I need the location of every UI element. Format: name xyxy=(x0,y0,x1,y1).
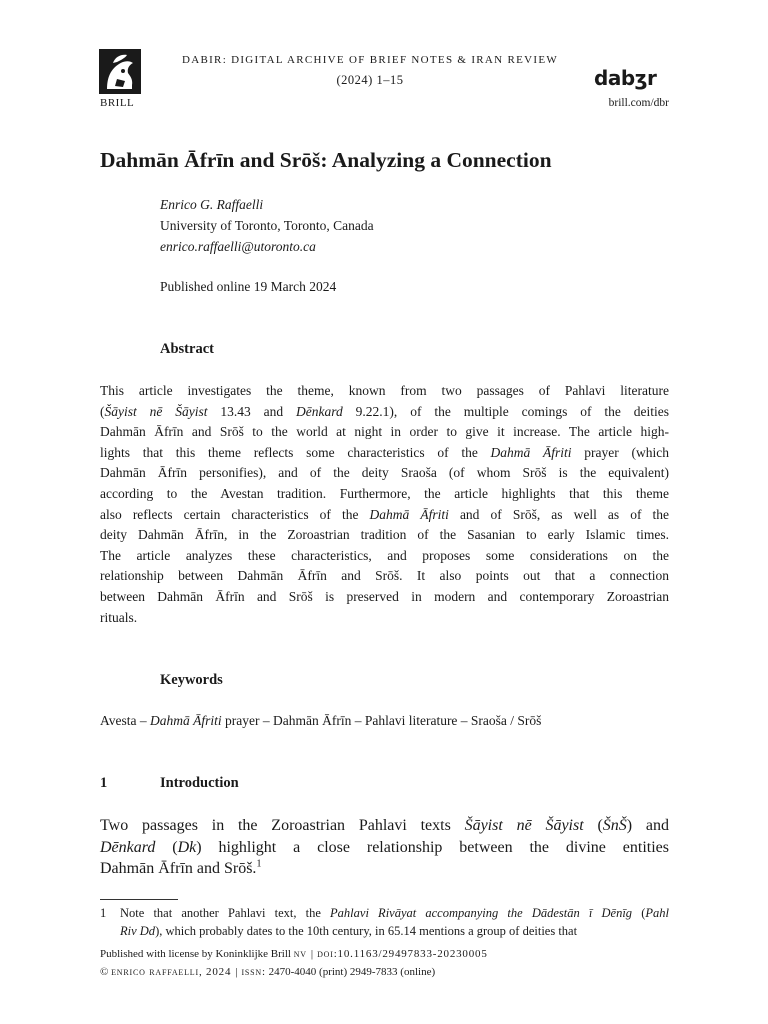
text-line xyxy=(120,904,669,922)
text-run: ( xyxy=(155,838,178,856)
text-run: deity Dahmān Āfrīn, in the Zoroastrian tradition of the Sasanian to early Islamic times. xyxy=(100,527,669,543)
author-block xyxy=(160,194,374,257)
text-run: Avesta – xyxy=(100,713,150,728)
text-run: Two passages in the Zoroastrian Pahlavi texts xyxy=(100,817,465,834)
issn-values: 2470-4040 (print) 2949-7833 (online) xyxy=(268,966,436,978)
footnote-number: 1 xyxy=(100,906,107,920)
text-run: Dahmā Āfriti xyxy=(369,506,449,522)
text-line xyxy=(100,463,669,484)
text-run: Riv Dd xyxy=(120,924,156,938)
publication-date: Published online 19 March 2024 xyxy=(160,279,337,294)
text-run: Dk xyxy=(177,838,197,856)
text-run: ( xyxy=(632,906,646,920)
journal-url-link[interactable]: brill.com/dbr xyxy=(608,97,669,109)
license-nv: nv xyxy=(293,948,307,960)
text-line xyxy=(100,443,669,464)
text-run: Šāyist nē Šāyist xyxy=(104,403,208,419)
text-line xyxy=(100,525,669,546)
journal-name: DABIR: DIGITAL ARCHIVE OF BRIEF NOTES & IRAN REVIEW xyxy=(181,54,559,66)
text-run: Dahmā Āfriti xyxy=(490,444,572,460)
abstract-heading: Abstract xyxy=(160,341,214,357)
text-run: Dahmān Āfrīn and Srōš to the world at night in order to give it increase. The article high- xyxy=(100,424,669,440)
keywords-list xyxy=(100,713,541,729)
text-line xyxy=(100,587,669,608)
text-run: ŠnŠ xyxy=(602,817,627,834)
text-line xyxy=(100,546,669,567)
text-run: Pahlavi Rivāyat accompanying the Dādestān ī Dēnīg xyxy=(330,906,633,920)
text-run: The article analyzes these characteristics, and proposes some considerations on the xyxy=(100,547,669,563)
section-number: 1 xyxy=(100,775,108,791)
author-name: Enrico G. Raffaelli xyxy=(160,197,264,212)
issn-label: issn: xyxy=(241,966,266,978)
text-run: ( xyxy=(100,403,105,419)
keywords-heading: Keywords xyxy=(160,672,223,688)
text-line xyxy=(100,608,669,629)
text-line xyxy=(100,815,669,837)
publisher-label: BRILL xyxy=(100,97,135,109)
text-line xyxy=(100,381,669,402)
footnote-1 xyxy=(100,904,669,940)
text-run: Dēnkard xyxy=(100,838,156,856)
text-run: Pahl xyxy=(645,906,669,920)
text-run: Note that another Pahlavi text, the xyxy=(120,906,331,920)
article-title: Dahmān Āfrīn and Srōš: Analyzing a Connection xyxy=(100,148,552,172)
text-run: 13.43 and xyxy=(207,403,297,419)
text-run: prayer (which xyxy=(571,444,669,460)
journal-issue: (2024) 1–15 xyxy=(336,73,404,87)
text-run: lights that this theme reflects some characteristics of the xyxy=(100,444,491,460)
text-run: ) highlight a close relationship between the divine entities xyxy=(196,838,670,856)
text-run: prayer – Dahmān Āfrīn – Pahlavi literature – Sraoša / Srōš xyxy=(221,713,542,728)
text-run: relationship between Dahmān Āfrīn and Srōš. It also points out that a connection xyxy=(100,568,669,584)
brill-logo xyxy=(99,49,141,94)
text-line xyxy=(100,484,669,505)
copyright-holder: enrico raffaelli, 2024 xyxy=(111,966,232,978)
author-affiliation: University of Toronto, Toronto, Canada xyxy=(160,218,374,233)
text-run: ( xyxy=(583,817,603,834)
section-title: Introduction xyxy=(160,775,239,791)
text-run: Dēnkard xyxy=(296,403,343,419)
text-line xyxy=(100,566,669,587)
text-run: This article investigates the theme, known from two passages of Pahlavi literature xyxy=(100,383,669,398)
license-text: Published with license by Koninklijke Brill xyxy=(100,948,291,960)
doi-link[interactable]: doi:10.1163/29497833-20230005 xyxy=(317,948,488,960)
text-run: also reflects certain characteristics of the xyxy=(100,506,370,522)
footnote-divider xyxy=(100,899,178,900)
abstract-body xyxy=(100,381,669,628)
text-run: 9.22.1), of the multiple comings of the deities xyxy=(342,403,669,419)
introduction-paragraph xyxy=(100,815,669,880)
text-line xyxy=(100,422,669,443)
text-run: rituals. xyxy=(100,609,138,625)
author-email-link[interactable]: enrico.raffaelli@utoronto.ca xyxy=(160,239,316,254)
footer-copyright-line: © enrico raffaelli, 2024 | issn: 2470-4040 (print) 2949-7833 (online) xyxy=(100,966,436,978)
text-line xyxy=(120,922,669,940)
text-run: according to the Avestan tradition. Furthermore, the article highlights that this theme xyxy=(100,485,669,501)
footnote-reference[interactable]: 1 xyxy=(256,858,262,870)
dabir-logo-text: dabӡr xyxy=(594,66,657,90)
text-line xyxy=(100,505,669,526)
text-run: Dahmān Āfrīn and Srōš. xyxy=(100,860,257,877)
dabir-logo xyxy=(594,66,672,92)
text-run: between Dahmān Āfrīn and Srōš is preserved in modern and contemporary Zoroastrian xyxy=(100,588,669,604)
text-line xyxy=(100,858,669,880)
text-run: and of Srōš, as well as of the xyxy=(448,506,670,522)
text-run: Šāyist nē Šāyist xyxy=(464,817,584,834)
text-run: ), which probably dates to the 10th century, in 65.14 mentions a group of deities that xyxy=(155,924,578,938)
text-line xyxy=(100,837,669,859)
text-run: ) and xyxy=(626,817,669,834)
text-run: Dahmā Āfriti xyxy=(150,713,222,728)
text-run: Dahmān Āfrīn personifies), and of the deity Sraoša (of whom Srōš is the equivalent) xyxy=(100,465,669,481)
footer-license-line: Published with license by Koninklijke Brill nv | doi:10.1163/29497833-20230005 xyxy=(100,948,488,960)
footnote-text xyxy=(120,904,669,940)
copyright-symbol: © xyxy=(100,966,109,978)
text-line xyxy=(100,402,669,423)
